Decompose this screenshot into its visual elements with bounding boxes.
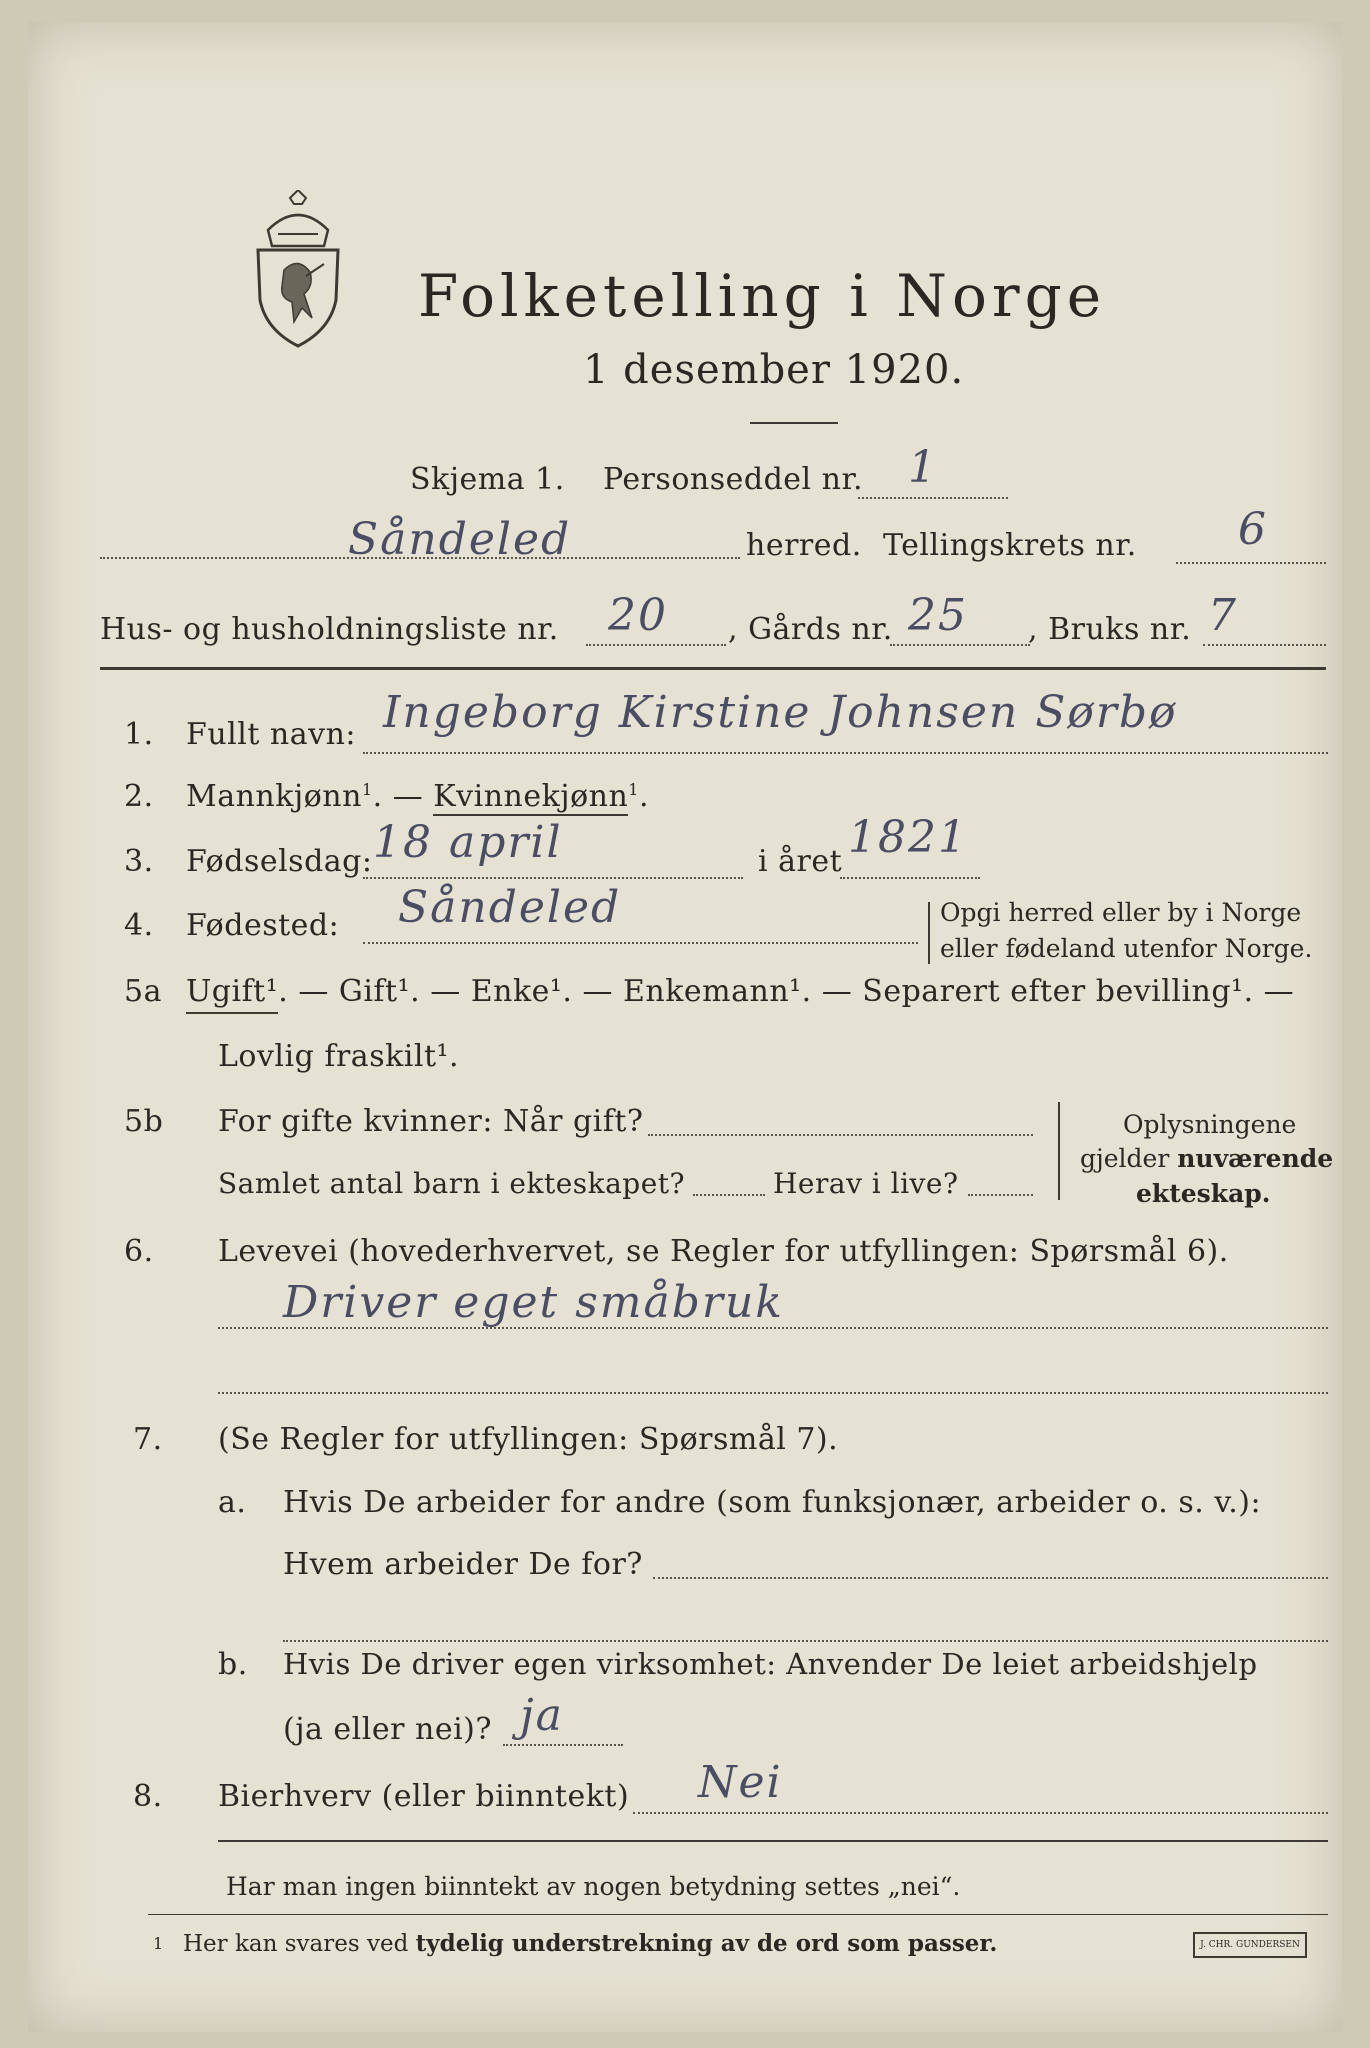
q5a-ugift-underline: [186, 1012, 278, 1014]
q3-value[interactable]: 18 april: [373, 817, 563, 868]
q3-line: [363, 877, 743, 879]
coat-of-arms-icon: [250, 190, 346, 350]
q5b-note-2: gjelder nuværende: [1080, 1144, 1334, 1173]
q1-value[interactable]: Ingeborg Kirstine Johnsen Sørbø: [383, 687, 1178, 738]
q5b-label-1: For gifte kvinner: Når gift?: [218, 1104, 644, 1139]
bruks-label: , Bruks nr.: [1028, 612, 1192, 647]
q5b-line-2: [693, 1194, 765, 1196]
q5a-number: 5a: [124, 974, 162, 1009]
q6-line-2: [218, 1392, 1328, 1394]
q7-label: (Se Regler for utfyllingen: Spørsmål 7).: [218, 1422, 839, 1457]
q8-label: Bierhverv (eller biinntekt): [218, 1779, 630, 1814]
q5b-label-2: Samlet antal barn i ekteskapet?: [218, 1167, 686, 1200]
husliste-value[interactable]: 20: [608, 590, 668, 641]
census-form: [28, 22, 1342, 2032]
q8-number: 8.: [133, 1779, 163, 1814]
printer-stamp: J. CHR. GUNDERSEN: [1193, 1932, 1307, 1958]
footer-note: Har man ingen biinntekt av nogen betydning settes „nei“.: [226, 1872, 961, 1901]
q5b-line-3: [968, 1194, 1033, 1196]
gards-value[interactable]: 25: [908, 590, 968, 641]
form-title: Folketelling i Norge: [418, 262, 1107, 330]
q5b-number: 5b: [124, 1104, 164, 1139]
q5b-line-1: [648, 1134, 1033, 1136]
q5b-note-bracket: [1058, 1102, 1060, 1200]
q3-number: 3.: [124, 844, 154, 879]
q2-option-kvinne[interactable]: Kvinnekjønn: [433, 779, 629, 814]
q3-year-value[interactable]: 1821: [848, 812, 968, 863]
q4-note-1: Opgi herred eller by i Norge: [940, 898, 1302, 927]
q1-line: [363, 752, 1328, 754]
q4-number: 4.: [124, 908, 154, 943]
q7b-value[interactable]: ja: [520, 1690, 564, 1741]
herred-value[interactable]: Såndeled: [348, 514, 572, 565]
bruks-value[interactable]: 7: [1208, 590, 1238, 641]
q6-number: 6.: [124, 1234, 154, 1269]
q5a-options[interactable]: Ugift¹. — Gift¹. — Enke¹. — Enkemann¹. — Separert efter bevilling¹. —: [186, 974, 1295, 1009]
q4-line: [363, 942, 918, 944]
husliste-label: Hus- og husholdningsliste nr.: [100, 612, 559, 647]
gards-label: , Gårds nr.: [728, 612, 893, 647]
tellingskrets-line: [1176, 562, 1326, 564]
q7a-line-2: [283, 1640, 1328, 1642]
q7a-number: a.: [218, 1485, 247, 1520]
q6-label: Levevei (hovederhvervet, se Regler for utfyllingen: Spørsmål 6).: [218, 1234, 1229, 1269]
q7a-line-1: [653, 1577, 1328, 1579]
personseddel-label: Personseddel nr.: [603, 462, 864, 497]
q1-label: Fullt navn:: [186, 717, 357, 752]
footnote-divider: [148, 1914, 1328, 1915]
q5b-note-3: ekteskap.: [1136, 1179, 1271, 1208]
q6-value[interactable]: Driver eget småbruk: [283, 1277, 784, 1328]
q5b-note-1: Oplysningene: [1123, 1110, 1297, 1139]
husliste-line: [586, 644, 726, 646]
gards-line: [890, 644, 1030, 646]
schema-label: Skjema 1.: [410, 462, 565, 497]
footnote-number: 1: [153, 1934, 164, 1953]
q7-number: 7.: [133, 1422, 163, 1457]
q3-label: Fødselsdag:: [186, 844, 373, 879]
personseddel-line: [858, 497, 1008, 499]
q2-gender: Mannkjønn$^1$. — Kvinnekjønn$^1$.: [186, 779, 650, 814]
q1-number: 1.: [124, 717, 154, 752]
herred-label: herred.: [746, 528, 862, 563]
q4-note-2: eller fødeland utenfor Norge.: [940, 934, 1313, 963]
bruks-line: [1203, 644, 1326, 646]
q6-line-1: [218, 1327, 1328, 1329]
title-divider: [750, 422, 838, 424]
q8-line: [633, 1812, 1328, 1814]
tellingskrets-label: Tellingskrets nr.: [883, 528, 1137, 563]
q4-label: Fødested:: [186, 908, 340, 943]
q7a-label-1: Hvis De arbeider for andre (som funksjonær, arbeider o. s. v.):: [283, 1485, 1262, 1520]
q4-value[interactable]: Såndeled: [398, 882, 622, 933]
q3-year-label: i året: [758, 844, 843, 879]
tellingskrets-value[interactable]: 6: [1238, 504, 1268, 555]
header-divider: [100, 667, 1326, 670]
q7a-label-2: Hvem arbeider De for?: [283, 1547, 643, 1582]
footnote-text: Her kan svares ved tydelig understrekning av de ord som passer.: [183, 1930, 998, 1957]
q7b-label-1: Hvis De driver egen virksomhet: Anvender De leiet arbeidshjelp: [283, 1647, 1258, 1681]
q5b-label-3: Herav i live?: [773, 1167, 959, 1200]
q4-note-bracket: [928, 902, 930, 964]
q7b-line: [503, 1744, 623, 1746]
q2-number: 2.: [124, 779, 154, 814]
q7b-label-2: (ja eller nei)?: [283, 1712, 492, 1747]
q7b-number: b.: [218, 1647, 248, 1682]
q3-year-line: [840, 877, 980, 879]
footer-divider: [218, 1840, 1328, 1842]
q5a-options-2[interactable]: Lovlig fraskilt¹.: [218, 1039, 460, 1074]
q2-option-mann[interactable]: Mannkjønn: [186, 779, 362, 814]
q8-value[interactable]: Nei: [698, 1757, 783, 1808]
census-date: 1 desember 1920.: [583, 347, 965, 393]
personseddel-value[interactable]: 1: [908, 442, 938, 493]
